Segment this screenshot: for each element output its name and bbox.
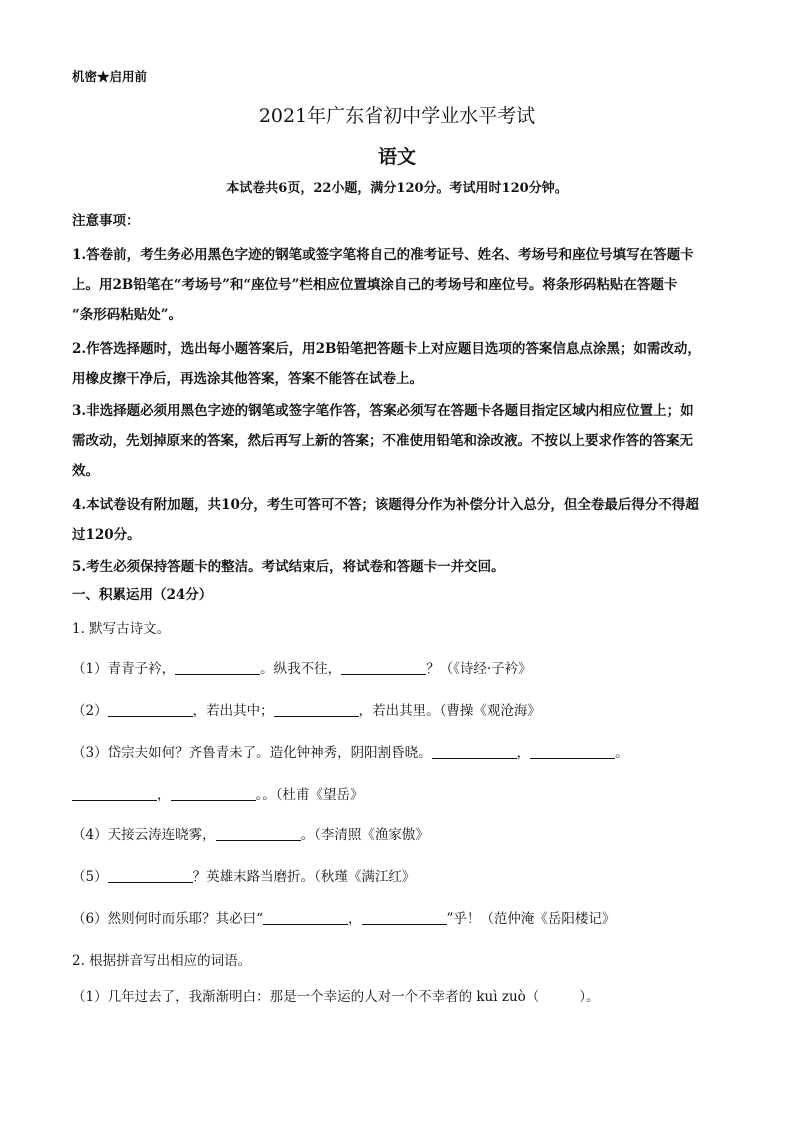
exam-title: 2021年广东省初中学业水平考试 — [258, 105, 536, 127]
question-stem: 1. 默写古诗文。 — [72, 621, 171, 637]
subject-title: 语文 — [377, 146, 416, 168]
notice-heading: 注意事项： — [72, 213, 140, 229]
exam-info: 本试卷共6页，22小题，满分120分。考试用时120分钟。 — [226, 181, 568, 196]
notice-line: 3.非选择题必须用黑色字迹的钢笔或签字笔作答，答案必须写在答题卡各题目指定区域内相应位置上；如 — [72, 403, 694, 419]
answer-blank[interactable] — [530, 744, 615, 759]
notice-line: 用橡皮擦干净后，再选涂其他答案，答案不能答在试卷上。 — [72, 371, 423, 387]
answer-blank[interactable] — [216, 826, 301, 841]
confidential-label: 机密★启用前 — [72, 69, 148, 84]
answer-blank[interactable] — [108, 702, 193, 717]
answer-blank[interactable] — [341, 660, 426, 675]
question-item: （3）岱宗夫如何？齐鲁青未了。造化钟神秀，阴阳割昏晓。 ， 。 — [72, 745, 629, 761]
question-item: （1）青青子衿， 。纵我不往， ？（《诗经·子衿》 — [72, 661, 532, 677]
answer-blank[interactable] — [263, 910, 348, 925]
answer-blank[interactable] — [274, 702, 359, 717]
question-item: ， 。。（杜甫《望岳》 — [72, 786, 364, 804]
question-item: （5） ？英雄末路当磨折。（秋瑾《满江红》 — [72, 869, 416, 885]
notice-line: 5.考生必须保持答题卡的整洁。考试结束后，将试卷和答题卡一并交回。 — [72, 559, 505, 575]
notice-line: 1.答卷前，考生务必用黑色字迹的钢笔或签字笔将自己的准考证号、姓名、考场号和座位号填写在答题卡 — [72, 247, 694, 263]
notice-line: 4.本试卷设有附加题，共10分，考生可答可不答；该题得分作为补偿分计入总分，但全卷最后得分不得超 — [72, 497, 699, 513]
question-item: （6）然则何时而乐耶？其必曰“ ， ”乎！（范仲淹《岳阳楼记》 — [72, 911, 616, 927]
notice-line: 2.作答选择题时，选出每小题答案后，用2B铅笔把答题卡上对应题目选项的答案信息点涂黑；如需改动， — [72, 341, 701, 357]
question-item: （2） ，若出其中； ，若出其里。（曹操《观沧海》 — [72, 703, 541, 719]
answer-blank[interactable] — [432, 744, 517, 759]
notice-line: 效。 — [72, 463, 99, 479]
answer-blank[interactable] — [362, 910, 447, 925]
notice-line: 过120分。 — [72, 527, 141, 543]
notice-line: “条形码粘贴处”。 — [72, 307, 183, 323]
answer-blank[interactable] — [175, 660, 260, 675]
question-stem: 2. 根据拼音写出相应的词语。 — [72, 953, 252, 969]
question-item: （4）天接云涛连晓雾， 。（李清照《渔家傲》 — [72, 827, 429, 843]
answer-blank[interactable] — [72, 786, 157, 801]
section-heading: 一、积累运用（24分） — [72, 587, 213, 603]
notice-line: 需改动，先划掉原来的答案，然后再写上新的答案；不准使用铅笔和涂改液。不按以上要求作答的答案无 — [72, 433, 693, 449]
answer-blank[interactable] — [108, 868, 193, 883]
question-item: （1）几年过去了，我渐渐明白：那是一个幸运的人对一个不幸者的 kuì zuò（ ）。 — [72, 989, 600, 1005]
notice-line: 上。用2B铅笔在“考场号”和“座位号”栏相应位置填涂自己的考场号和座位号。将条形码粘贴在答题卡 — [72, 277, 678, 293]
answer-blank[interactable] — [171, 786, 256, 801]
